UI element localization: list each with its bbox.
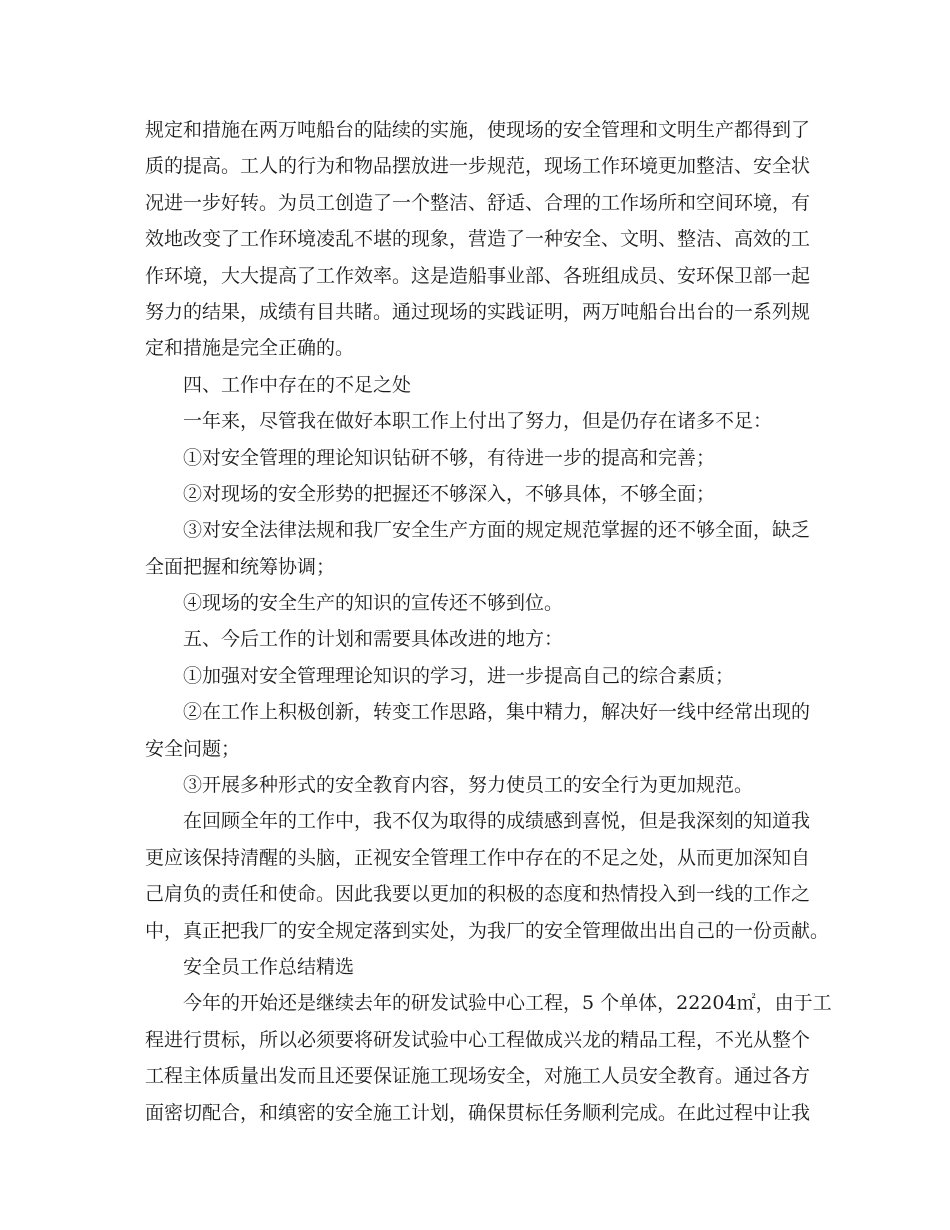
text-line: ③开展多种形式的安全教育内容，努力使员工的安全行为更加规范。 [183, 774, 754, 797]
text-line: 程进行贯标，所以必须要将研发试验中心工程做成兴龙的精品工程，不光从整个 [145, 1028, 811, 1051]
text-line: 工程主体质量出发而且还要保证施工现场安全，对施工人员安全教育。通过各方 [145, 1065, 811, 1088]
text-line: 努力的结果，成绩有目共睹。通过现场的实践证明，两万吨船台出台的一系列规 [145, 300, 811, 323]
text-line: ②对现场的安全形势的把握还不够深入，不够具体，不够全面； [183, 482, 716, 505]
text-line: 效地改变了工作环境凌乱不堪的现象，营造了一种安全、文明、整洁、高效的工 [145, 228, 811, 251]
text-line: ③对安全法律法规和我厂安全生产方面的规定规范掌握的还不够全面，缺乏 [183, 519, 811, 542]
text-line: 作环境，大大提高了工作效率。这是造船事业部、各班组成员、安环保卫部一起 [145, 264, 811, 287]
text-line: ②在工作上积极创新，转变工作思路，集中精力，解决好一线中经常出现的 [183, 701, 811, 724]
text-line: 况进一步好转。为员工创造了一个整洁、舒适、合理的工作场所和空间环境，有 [145, 191, 811, 214]
text-line: ①加强对安全管理理论知识的学习，进一步提高自己的综合素质； [183, 664, 735, 687]
text-line: 己肩负的责任和使命。因此我要以更加的积极的态度和热情投入到一线的工作之 [145, 883, 811, 906]
text-line: 安全问题； [145, 737, 241, 760]
text-line: 定和措施是完全正确的。 [145, 337, 355, 360]
text-line: 一年来，尽管我在做好本职工作上付出了努力，但是仍存在诸多不足： [183, 410, 773, 433]
text-line: 五、今后工作的计划和需要具体改进的地方： [183, 628, 564, 651]
text-line: 规定和措施在两万吨船台的陆续的实施，使现场的安全管理和文明生产都得到了 [145, 119, 811, 141]
text-line: 在回顾全年的工作中，我不仅为取得的成绩感到喜悦，但是我深刻的知道我 [183, 810, 811, 833]
text-line: 面密切配合，和缜密的安全施工计划，确保贯标任务顺利完成。在此过程中让我 [145, 1101, 811, 1124]
text-line: 全面把握和统筹协调； [145, 555, 336, 578]
text-line: ④现场的安全生产的知识的宣传还不够到位。 [183, 592, 564, 615]
text-line: 安全员工作总结精选 [183, 955, 355, 978]
text-line: 质的提高。工人的行为和物品摆放进一步规范，现场工作环境更加整洁、安全状 [145, 155, 811, 178]
text-line: 中，真正把我厂的安全规定落到实处，为我厂的安全管理做出出自己的一份贡献。 [145, 919, 830, 942]
text-line: 四、工作中存在的不足之处 [183, 373, 412, 396]
text-line: 更应该保持清醒的头脑，正视安全管理工作中存在的不足之处，从而更加深知自 [145, 846, 811, 869]
text-line: 今年的开始还是继续去年的研发试验中心工程，5 个单体，22204㎡，由于工 [183, 992, 832, 1015]
document-body [145, 112, 832, 1131]
text-line: ①对安全管理的理论知识钻研不够，有待进一步的提高和完善； [183, 446, 716, 469]
